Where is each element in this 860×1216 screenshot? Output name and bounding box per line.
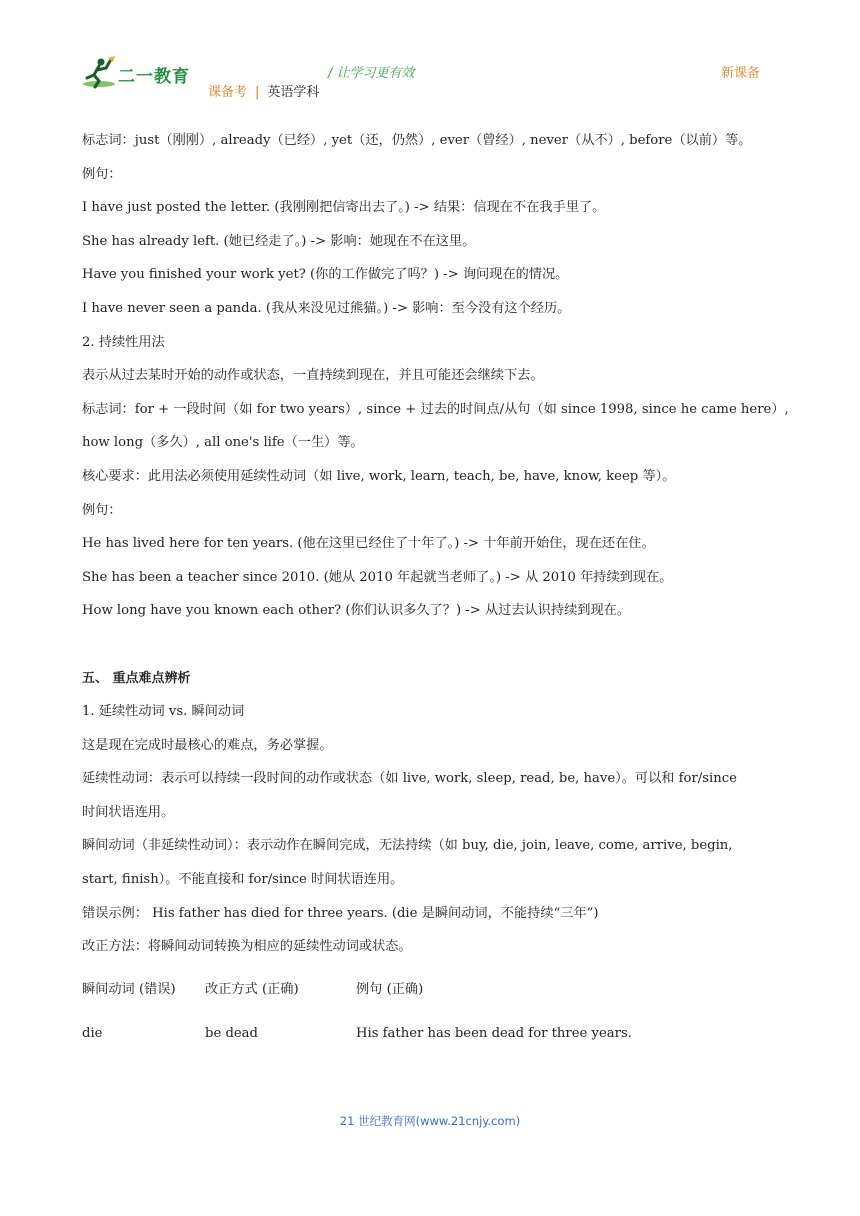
table-header-cell: 例句 (正确) [356,982,424,997]
body-line: 标志词：just（刚刚）, already（已经）, yet（还，仍然）, ever（曾经）, never（从不）, before（以前）等。 [82,133,752,148]
body-line: 标志词：for + 一段时间（如 for two years）, since + 过去的时间点/从句（如 since 1998, since he came here）, [82,401,789,417]
logo-wordmark: 二一教育 [118,67,190,87]
table-row [82,1026,782,1056]
body-line: Have you finished your work yet? (你的工作做完了吗？) -> 询问现在的情况。 [82,267,569,283]
body-line: 例句： [82,502,122,518]
body-line: 瞬间动词（非延续性动词）：表示动作在瞬间完成，无法持续（如 buy, die, join, leave, come, arrive, begin, [82,838,733,854]
body-line: She has been a teacher since 2010. (她从 2010 年起就当老师了。) -> 从 2010 年持续到现在。 [82,569,673,585]
body-line: 表示从过去某时开始的动作或状态，一直持续到现在，并且可能还会继续下去。 [82,368,544,384]
page-header [0,0,860,110]
table-header-row [82,978,782,1008]
subtitle-part-a: 课备考 [208,85,248,100]
subsection-heading: 2. 持续性用法 [82,334,165,350]
header-slogan: / 让学习更有效 [328,66,415,81]
body-line: 延续性动词：表示可以持续一段时间的动作或状态（如 live, work, sleep, read, be, have）。可以和 for/since [82,771,737,787]
body-line: How long have you known each other? (你们认识多久了？) -> 从过去认识持续到现在。 [82,603,631,619]
body-line: 时间状语连用。 [82,804,175,820]
body-line: start, finish）。不能直接和 for/since 时间状语连用。 [82,872,404,888]
body-line: I have just posted the letter. (我刚刚把信寄出去了。) -> 结果：信现在不在我手里了。 [82,200,606,216]
table-cell: die [82,1026,103,1041]
table-cell: His father has been dead for three years. [356,1026,632,1041]
subtitle-subject: 英语学科 [267,85,320,100]
table-header-cell: 改正方式 (正确) [205,982,299,997]
page-footer: 21 世纪教育网(www.21cnjy.com) [339,1114,521,1128]
header-corner-label: 新课备 [721,66,761,81]
document-body [82,124,789,964]
body-line: how long（多久）, all one's life（一生）等。 [82,435,364,451]
subtitle-separator: | [255,85,260,100]
body-line: I have never seen a panda. (我从来没见过熊猫。) -> 影响：至今没有这个经历。 [82,300,571,316]
correction-table [82,978,782,1056]
body-line: She has already left. (她已经走了。) -> 影响：她现在不在这里。 [82,233,476,249]
table-header-cell: 瞬间动词 (错误) [82,982,176,997]
body-line: 例句： [82,166,122,182]
body-line: 这是现在完成时最核心的难点，务必掌握。 [82,737,333,753]
section-title: 五、 重点难点辨析 [82,670,191,686]
subsection-heading: 1. 延续性动词 vs. 瞬间动词 [82,704,245,720]
header-subtitle [208,81,319,100]
body-line: He has lived here for ten years. (他在这里已经住了十年了。) -> 十年前开始住，现在还在住。 [82,536,655,552]
table-cell: be dead [205,1026,258,1041]
body-line: 核心要求：此用法必须使用延续性动词（如 live, work, learn, teach, be, have, know, keep 等）。 [82,468,676,484]
body-line: 改正方法：将瞬间动词转换为相应的延续性动词或状态。 [82,939,412,955]
body-line: 错误示例： His father has died for three years. (die 是瞬间动词，不能持续“三年”) [82,905,599,921]
